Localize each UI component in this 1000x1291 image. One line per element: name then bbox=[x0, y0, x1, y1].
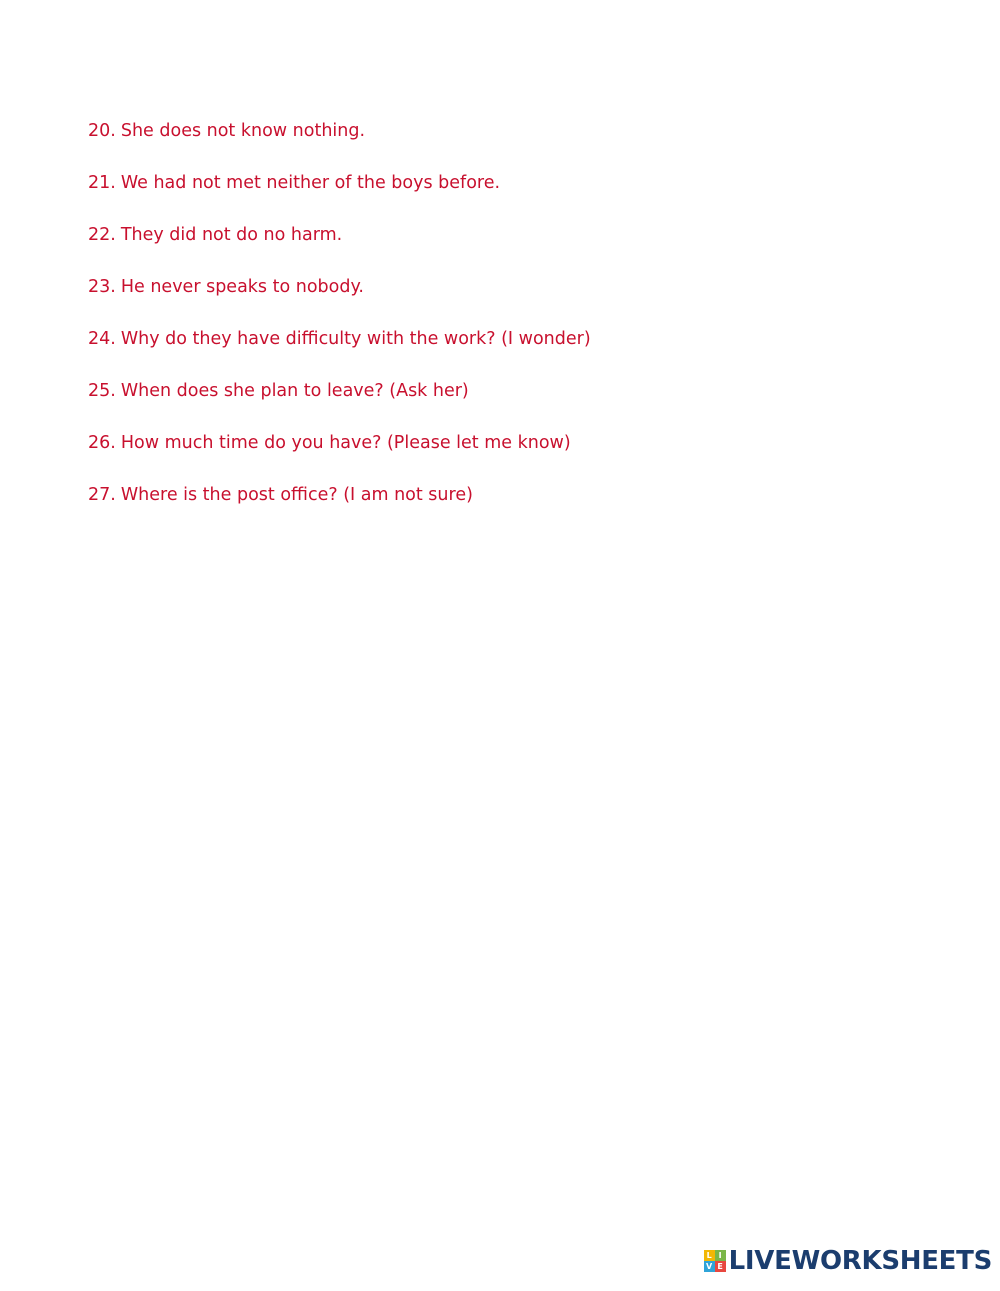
liveworksheets-brand bbox=[704, 1245, 992, 1277]
sentence-list bbox=[88, 117, 591, 533]
sentence-item bbox=[88, 221, 591, 249]
logo-tile: V bbox=[704, 1261, 715, 1272]
brand-wordmark: LIVEWORKSHEETS bbox=[728, 1246, 992, 1276]
sentence-number: 20. bbox=[88, 121, 116, 141]
sentence-number: 26. bbox=[88, 433, 116, 453]
sentence-text: He never speaks to nobody. bbox=[120, 277, 364, 297]
logo-tile: I bbox=[715, 1250, 726, 1261]
sentence-text: They did not do no harm. bbox=[120, 225, 343, 245]
sentence-item bbox=[88, 325, 591, 353]
sentence-number: 21. bbox=[88, 173, 116, 193]
sentence-item bbox=[88, 481, 591, 509]
logo-tile: E bbox=[715, 1261, 726, 1272]
sentence-text: Why do they have difficulty with the work? (I wonder) bbox=[120, 329, 591, 349]
sentence-number: 24. bbox=[88, 329, 116, 349]
sentence-text: She does not know nothing. bbox=[120, 121, 366, 141]
sentence-number: 23. bbox=[88, 277, 116, 297]
liveworksheets-logo-icon bbox=[704, 1250, 726, 1272]
sentence-item bbox=[88, 117, 591, 145]
sentence-item bbox=[88, 273, 591, 301]
sentence-item bbox=[88, 429, 591, 457]
sentence-number: 22. bbox=[88, 225, 116, 245]
sentence-text: Where is the post office? (I am not sure) bbox=[120, 485, 473, 505]
sentence-number: 27. bbox=[88, 485, 116, 505]
sentence-item bbox=[88, 169, 591, 197]
sentence-number: 25. bbox=[88, 381, 116, 401]
sentence-item bbox=[88, 377, 591, 405]
sentence-text: We had not met neither of the boys before. bbox=[120, 173, 501, 193]
logo-tile: L bbox=[704, 1250, 715, 1261]
sentence-text: How much time do you have? (Please let me know) bbox=[120, 433, 571, 453]
sentence-text: When does she plan to leave? (Ask her) bbox=[120, 381, 469, 401]
